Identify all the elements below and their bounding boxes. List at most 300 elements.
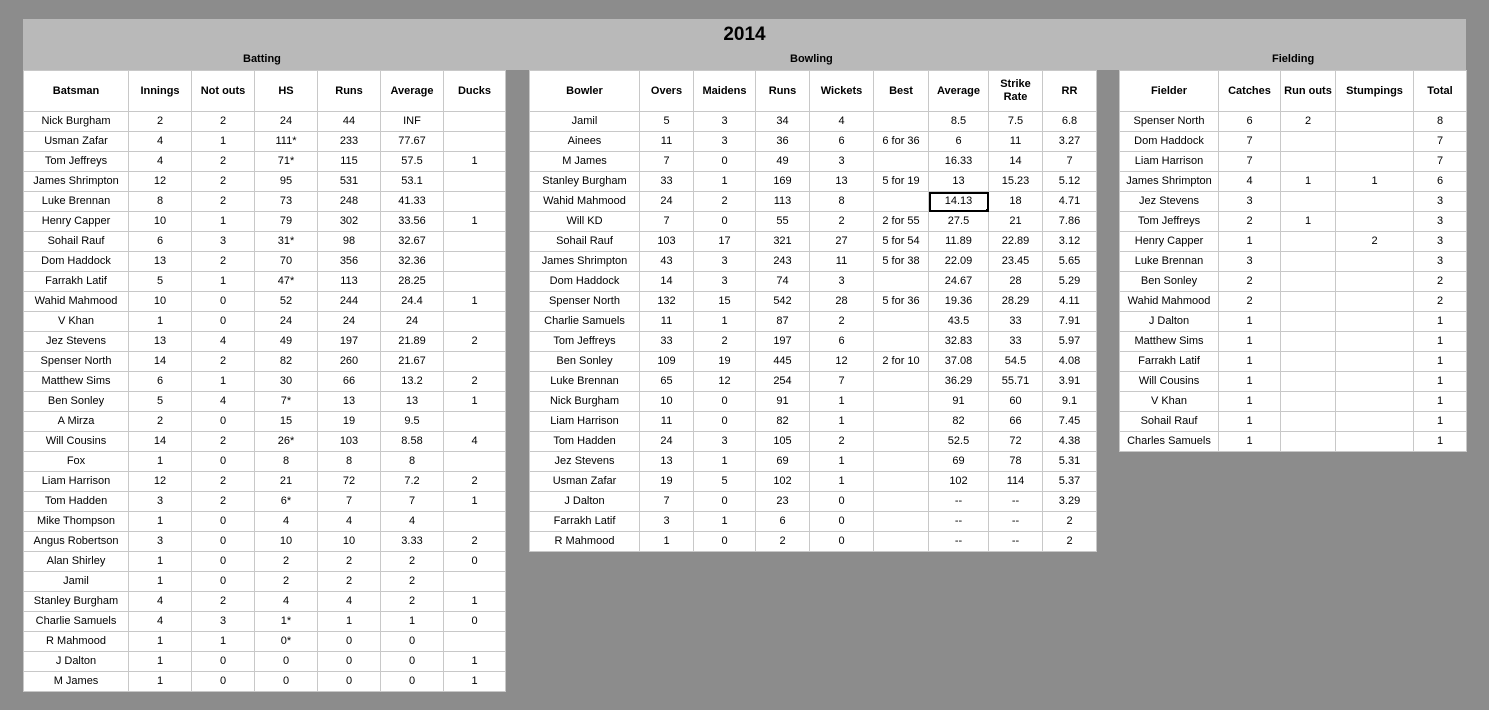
- bowling-cell[interactable]: 54.5: [989, 352, 1043, 372]
- batting-cell[interactable]: 72: [318, 472, 381, 492]
- batting-cell[interactable]: 4: [318, 592, 381, 612]
- batting-cell[interactable]: 0: [255, 652, 318, 672]
- bowling-cell[interactable]: [874, 392, 929, 412]
- batting-header-cell[interactable]: Runs: [318, 71, 381, 112]
- bowling-cell[interactable]: Farrakh Latif: [530, 512, 640, 532]
- bowling-cell[interactable]: --: [989, 512, 1043, 532]
- batting-cell[interactable]: 1: [444, 492, 506, 512]
- bowling-cell[interactable]: 3.29: [1043, 492, 1097, 512]
- bowling-cell[interactable]: 10: [640, 392, 694, 412]
- bowling-cell[interactable]: 542: [756, 292, 810, 312]
- bowling-cell[interactable]: 2: [810, 312, 874, 332]
- bowling-cell[interactable]: 2 for 55: [874, 212, 929, 232]
- batting-cell[interactable]: 32.67: [381, 232, 444, 252]
- bowling-cell[interactable]: 2: [810, 212, 874, 232]
- bowling-cell[interactable]: 4.38: [1043, 432, 1097, 452]
- bowling-cell[interactable]: [874, 332, 929, 352]
- fielding-cell[interactable]: [1336, 332, 1414, 352]
- bowling-cell[interactable]: 1: [810, 392, 874, 412]
- fielding-cell[interactable]: 1: [1219, 432, 1281, 452]
- bowling-header-cell[interactable]: Best: [874, 71, 929, 112]
- bowling-cell[interactable]: 11: [640, 412, 694, 432]
- bowling-cell[interactable]: 32.83: [929, 332, 989, 352]
- bowling-cell[interactable]: 5.29: [1043, 272, 1097, 292]
- batting-cell[interactable]: 2: [192, 152, 255, 172]
- bowling-cell[interactable]: 16.33: [929, 152, 989, 172]
- fielding-cell[interactable]: 1: [1219, 352, 1281, 372]
- bowling-cell[interactable]: 11: [640, 132, 694, 152]
- batting-cell[interactable]: 1: [381, 612, 444, 632]
- bowling-cell[interactable]: 24.67: [929, 272, 989, 292]
- batting-cell[interactable]: 6*: [255, 492, 318, 512]
- batting-cell[interactable]: [444, 272, 506, 292]
- bowling-cell[interactable]: 19.36: [929, 292, 989, 312]
- batting-cell[interactable]: Spenser North: [24, 352, 129, 372]
- bowling-cell[interactable]: 6 for 36: [874, 132, 929, 152]
- batting-cell[interactable]: 98: [318, 232, 381, 252]
- batting-cell[interactable]: Tom Hadden: [24, 492, 129, 512]
- bowling-cell[interactable]: 82: [929, 412, 989, 432]
- batting-cell[interactable]: 1: [129, 312, 192, 332]
- bowling-cell[interactable]: 43.5: [929, 312, 989, 332]
- batting-cell[interactable]: 302: [318, 212, 381, 232]
- bowling-cell[interactable]: 9.1: [1043, 392, 1097, 412]
- batting-cell[interactable]: [444, 172, 506, 192]
- batting-cell[interactable]: 2: [192, 112, 255, 132]
- bowling-cell[interactable]: 24: [640, 192, 694, 212]
- batting-cell[interactable]: [444, 132, 506, 152]
- fielding-cell[interactable]: 1: [1414, 412, 1467, 432]
- bowling-cell[interactable]: 0: [810, 512, 874, 532]
- batting-cell[interactable]: Charlie Samuels: [24, 612, 129, 632]
- bowling-cell[interactable]: 19: [694, 352, 756, 372]
- batting-cell[interactable]: 8.58: [381, 432, 444, 452]
- batting-cell[interactable]: 2: [444, 332, 506, 352]
- fielding-cell[interactable]: 7: [1414, 152, 1467, 172]
- fielding-cell[interactable]: 3: [1414, 212, 1467, 232]
- batting-cell[interactable]: 57.5: [381, 152, 444, 172]
- bowling-cell[interactable]: [874, 272, 929, 292]
- batting-cell[interactable]: 73: [255, 192, 318, 212]
- batting-cell[interactable]: 8: [129, 192, 192, 212]
- bowling-cell[interactable]: 34: [756, 112, 810, 132]
- bowling-cell[interactable]: 102: [929, 472, 989, 492]
- batting-cell[interactable]: 14: [129, 352, 192, 372]
- bowling-cell[interactable]: 7: [1043, 152, 1097, 172]
- fielding-cell[interactable]: 2: [1281, 112, 1336, 132]
- bowling-cell[interactable]: 3: [694, 132, 756, 152]
- batting-cell[interactable]: 2: [318, 572, 381, 592]
- fielding-cell[interactable]: Ben Sonley: [1120, 272, 1219, 292]
- bowling-cell[interactable]: [874, 452, 929, 472]
- batting-cell[interactable]: M James: [24, 672, 129, 692]
- batting-cell[interactable]: 2: [192, 432, 255, 452]
- bowling-cell[interactable]: 11: [810, 252, 874, 272]
- bowling-cell[interactable]: 55.71: [989, 372, 1043, 392]
- bowling-cell[interactable]: 33: [989, 312, 1043, 332]
- batting-cell[interactable]: 0: [192, 672, 255, 692]
- bowling-cell[interactable]: 33: [989, 332, 1043, 352]
- fielding-cell[interactable]: 3: [1414, 232, 1467, 252]
- batting-cell[interactable]: 2: [255, 552, 318, 572]
- batting-cell[interactable]: 24.4: [381, 292, 444, 312]
- batting-cell[interactable]: Nick Burgham: [24, 112, 129, 132]
- bowling-cell[interactable]: 1: [810, 472, 874, 492]
- fielding-cell[interactable]: 8: [1414, 112, 1467, 132]
- batting-cell[interactable]: 0: [381, 632, 444, 652]
- batting-cell[interactable]: 0: [192, 412, 255, 432]
- batting-cell[interactable]: 24: [255, 312, 318, 332]
- bowling-cell[interactable]: 1: [694, 512, 756, 532]
- batting-cell[interactable]: [444, 312, 506, 332]
- batting-cell[interactable]: 2: [192, 472, 255, 492]
- bowling-cell[interactable]: 6: [810, 132, 874, 152]
- bowling-cell[interactable]: 12: [810, 352, 874, 372]
- batting-cell[interactable]: 0: [192, 292, 255, 312]
- bowling-cell[interactable]: [874, 492, 929, 512]
- batting-cell[interactable]: 4: [444, 432, 506, 452]
- bowling-cell[interactable]: --: [989, 532, 1043, 552]
- batting-cell[interactable]: 2: [129, 412, 192, 432]
- bowling-cell[interactable]: 3.12: [1043, 232, 1097, 252]
- batting-cell[interactable]: 13: [318, 392, 381, 412]
- batting-cell[interactable]: 32.36: [381, 252, 444, 272]
- bowling-header-cell[interactable]: Overs: [640, 71, 694, 112]
- batting-cell[interactable]: 8: [255, 452, 318, 472]
- batting-cell[interactable]: 1: [444, 212, 506, 232]
- bowling-cell[interactable]: Tom Jeffreys: [530, 332, 640, 352]
- batting-cell[interactable]: 0: [192, 652, 255, 672]
- bowling-cell[interactable]: 52.5: [929, 432, 989, 452]
- bowling-cell[interactable]: 3: [810, 152, 874, 172]
- batting-cell[interactable]: James Shrimpton: [24, 172, 129, 192]
- bowling-cell[interactable]: 113: [756, 192, 810, 212]
- fielding-cell[interactable]: 7: [1414, 132, 1467, 152]
- batting-cell[interactable]: Angus Robertson: [24, 532, 129, 552]
- bowling-cell[interactable]: 1: [694, 452, 756, 472]
- fielding-cell[interactable]: [1336, 432, 1414, 452]
- fielding-cell[interactable]: V Khan: [1120, 392, 1219, 412]
- batting-cell[interactable]: 233: [318, 132, 381, 152]
- bowling-cell[interactable]: Luke Brennan: [530, 372, 640, 392]
- bowling-cell[interactable]: 7: [640, 492, 694, 512]
- batting-cell[interactable]: 356: [318, 252, 381, 272]
- bowling-cell[interactable]: 0: [810, 492, 874, 512]
- batting-cell[interactable]: 4: [129, 612, 192, 632]
- fielding-cell[interactable]: 2: [1219, 272, 1281, 292]
- bowling-cell[interactable]: 5.31: [1043, 452, 1097, 472]
- bowling-cell[interactable]: 69: [929, 452, 989, 472]
- batting-cell[interactable]: 248: [318, 192, 381, 212]
- batting-cell[interactable]: 41.33: [381, 192, 444, 212]
- batting-cell[interactable]: 4: [381, 512, 444, 532]
- bowling-cell[interactable]: 2 for 10: [874, 352, 929, 372]
- batting-cell[interactable]: 2: [129, 112, 192, 132]
- bowling-cell[interactable]: [874, 192, 929, 212]
- bowling-cell[interactable]: 1: [640, 532, 694, 552]
- bowling-cell[interactable]: 91: [929, 392, 989, 412]
- bowling-cell[interactable]: 1: [810, 452, 874, 472]
- batting-cell[interactable]: 0: [192, 512, 255, 532]
- batting-cell[interactable]: Matthew Sims: [24, 372, 129, 392]
- batting-cell[interactable]: 21: [255, 472, 318, 492]
- fielding-cell[interactable]: 1: [1219, 312, 1281, 332]
- bowling-cell[interactable]: 5.37: [1043, 472, 1097, 492]
- batting-cell[interactable]: 2: [318, 552, 381, 572]
- batting-header-cell[interactable]: HS: [255, 71, 318, 112]
- batting-cell[interactable]: 30: [255, 372, 318, 392]
- batting-cell[interactable]: 8: [318, 452, 381, 472]
- bowling-cell[interactable]: 4.71: [1043, 192, 1097, 212]
- fielding-cell[interactable]: [1281, 332, 1336, 352]
- fielding-cell[interactable]: J Dalton: [1120, 312, 1219, 332]
- batting-cell[interactable]: [444, 252, 506, 272]
- batting-cell[interactable]: 7*: [255, 392, 318, 412]
- bowling-cell[interactable]: Ben Sonley: [530, 352, 640, 372]
- fielding-cell[interactable]: 2: [1219, 292, 1281, 312]
- batting-cell[interactable]: Usman Zafar: [24, 132, 129, 152]
- bowling-cell[interactable]: 0: [694, 492, 756, 512]
- batting-cell[interactable]: 1: [444, 652, 506, 672]
- batting-cell[interactable]: Liam Harrison: [24, 472, 129, 492]
- bowling-cell[interactable]: 0: [694, 412, 756, 432]
- batting-cell[interactable]: 13: [129, 332, 192, 352]
- bowling-cell[interactable]: 22.09: [929, 252, 989, 272]
- batting-cell[interactable]: 49: [255, 332, 318, 352]
- bowling-cell[interactable]: 69: [756, 452, 810, 472]
- batting-cell[interactable]: 1: [192, 272, 255, 292]
- bowling-cell[interactable]: --: [929, 492, 989, 512]
- bowling-cell[interactable]: Spenser North: [530, 292, 640, 312]
- bowling-cell[interactable]: 3: [640, 512, 694, 532]
- bowling-cell[interactable]: 2: [694, 332, 756, 352]
- fielding-cell[interactable]: Jez Stevens: [1120, 192, 1219, 212]
- bowling-cell[interactable]: 13: [810, 172, 874, 192]
- bowling-cell[interactable]: Ainees: [530, 132, 640, 152]
- bowling-cell[interactable]: 254: [756, 372, 810, 392]
- batting-cell[interactable]: 197: [318, 332, 381, 352]
- bowling-cell[interactable]: M James: [530, 152, 640, 172]
- bowling-cell[interactable]: 87: [756, 312, 810, 332]
- bowling-cell[interactable]: 8.5: [929, 112, 989, 132]
- batting-cell[interactable]: 13.2: [381, 372, 444, 392]
- bowling-cell[interactable]: 91: [756, 392, 810, 412]
- bowling-cell[interactable]: 19: [640, 472, 694, 492]
- fielding-cell[interactable]: 6: [1414, 172, 1467, 192]
- batting-cell[interactable]: 44: [318, 112, 381, 132]
- bowling-cell[interactable]: 103: [640, 232, 694, 252]
- bowling-cell[interactable]: 28.29: [989, 292, 1043, 312]
- bowling-cell[interactable]: 28: [810, 292, 874, 312]
- bowling-cell[interactable]: 5 for 19: [874, 172, 929, 192]
- batting-cell[interactable]: 24: [255, 112, 318, 132]
- bowling-cell[interactable]: 1: [694, 172, 756, 192]
- bowling-cell[interactable]: 109: [640, 352, 694, 372]
- bowling-cell[interactable]: [874, 412, 929, 432]
- batting-cell[interactable]: 66: [318, 372, 381, 392]
- bowling-cell[interactable]: Jamil: [530, 112, 640, 132]
- batting-cell[interactable]: 10: [318, 532, 381, 552]
- batting-cell[interactable]: 2: [192, 592, 255, 612]
- batting-cell[interactable]: 1*: [255, 612, 318, 632]
- bowling-cell[interactable]: 43: [640, 252, 694, 272]
- batting-header-cell[interactable]: Batsman: [24, 71, 129, 112]
- batting-cell[interactable]: 2: [192, 352, 255, 372]
- bowling-cell[interactable]: Charlie Samuels: [530, 312, 640, 332]
- batting-cell[interactable]: 1: [129, 512, 192, 532]
- batting-cell[interactable]: 2: [444, 472, 506, 492]
- bowling-cell[interactable]: 7.45: [1043, 412, 1097, 432]
- bowling-cell[interactable]: 21: [989, 212, 1043, 232]
- bowling-cell[interactable]: Stanley Burgham: [530, 172, 640, 192]
- bowling-cell[interactable]: 23.45: [989, 252, 1043, 272]
- batting-cell[interactable]: Alan Shirley: [24, 552, 129, 572]
- bowling-cell[interactable]: 2: [1043, 532, 1097, 552]
- bowling-cell[interactable]: 2: [1043, 512, 1097, 532]
- batting-cell[interactable]: 1: [192, 632, 255, 652]
- batting-cell[interactable]: 1: [129, 652, 192, 672]
- bowling-header-cell[interactable]: Average: [929, 71, 989, 112]
- fielding-cell[interactable]: 7: [1219, 152, 1281, 172]
- batting-cell[interactable]: 7: [381, 492, 444, 512]
- fielding-header-cell[interactable]: Stumpings: [1336, 71, 1414, 112]
- fielding-cell[interactable]: 1: [1219, 332, 1281, 352]
- batting-cell[interactable]: 28.25: [381, 272, 444, 292]
- batting-cell[interactable]: 15: [255, 412, 318, 432]
- fielding-cell[interactable]: [1336, 212, 1414, 232]
- bowling-cell[interactable]: 24: [640, 432, 694, 452]
- bowling-cell[interactable]: 132: [640, 292, 694, 312]
- batting-cell[interactable]: 2: [381, 552, 444, 572]
- batting-cell[interactable]: 13: [381, 392, 444, 412]
- batting-cell[interactable]: 33.56: [381, 212, 444, 232]
- fielding-cell[interactable]: Henry Capper: [1120, 232, 1219, 252]
- fielding-cell[interactable]: 1: [1414, 432, 1467, 452]
- bowling-cell[interactable]: 445: [756, 352, 810, 372]
- bowling-cell[interactable]: 3.91: [1043, 372, 1097, 392]
- bowling-cell[interactable]: 11.89: [929, 232, 989, 252]
- batting-cell[interactable]: 4: [255, 512, 318, 532]
- batting-cell[interactable]: 1: [192, 212, 255, 232]
- bowling-cell[interactable]: 23: [756, 492, 810, 512]
- bowling-cell[interactable]: [874, 432, 929, 452]
- batting-cell[interactable]: 0: [381, 672, 444, 692]
- bowling-cell[interactable]: 82: [756, 412, 810, 432]
- bowling-cell[interactable]: 243: [756, 252, 810, 272]
- fielding-cell[interactable]: Will Cousins: [1120, 372, 1219, 392]
- batting-cell[interactable]: 82: [255, 352, 318, 372]
- fielding-cell[interactable]: [1281, 372, 1336, 392]
- fielding-cell[interactable]: [1281, 252, 1336, 272]
- batting-cell[interactable]: 0: [192, 532, 255, 552]
- batting-header-cell[interactable]: Not outs: [192, 71, 255, 112]
- fielding-cell[interactable]: James Shrimpton: [1120, 172, 1219, 192]
- bowling-cell[interactable]: Nick Burgham: [530, 392, 640, 412]
- fielding-cell[interactable]: 1: [1414, 312, 1467, 332]
- bowling-cell[interactable]: 14: [640, 272, 694, 292]
- fielding-cell[interactable]: [1336, 412, 1414, 432]
- bowling-cell[interactable]: 18: [989, 192, 1043, 212]
- bowling-cell[interactable]: 5.97: [1043, 332, 1097, 352]
- fielding-cell[interactable]: [1281, 232, 1336, 252]
- bowling-header-cell[interactable]: Bowler: [530, 71, 640, 112]
- bowling-cell[interactable]: 4.11: [1043, 292, 1097, 312]
- batting-cell[interactable]: Sohail Rauf: [24, 232, 129, 252]
- batting-header-cell[interactable]: Average: [381, 71, 444, 112]
- batting-cell[interactable]: 1: [444, 672, 506, 692]
- fielding-header-cell[interactable]: Total: [1414, 71, 1467, 112]
- bowling-cell[interactable]: 65: [640, 372, 694, 392]
- batting-cell[interactable]: Will Cousins: [24, 432, 129, 452]
- bowling-header-cell[interactable]: Strike Rate: [989, 71, 1043, 112]
- fielding-cell[interactable]: 7: [1219, 132, 1281, 152]
- bowling-cell[interactable]: Liam Harrison: [530, 412, 640, 432]
- bowling-cell[interactable]: 6: [756, 512, 810, 532]
- batting-cell[interactable]: 9.5: [381, 412, 444, 432]
- bowling-cell[interactable]: 8: [810, 192, 874, 212]
- fielding-cell[interactable]: [1336, 192, 1414, 212]
- batting-cell[interactable]: 1: [192, 372, 255, 392]
- batting-cell[interactable]: 260: [318, 352, 381, 372]
- bowling-cell[interactable]: 74: [756, 272, 810, 292]
- batting-cell[interactable]: A Mirza: [24, 412, 129, 432]
- batting-cell[interactable]: 4: [129, 592, 192, 612]
- batting-cell[interactable]: [444, 572, 506, 592]
- batting-cell[interactable]: 1: [192, 132, 255, 152]
- batting-cell[interactable]: 4: [255, 592, 318, 612]
- bowling-cell[interactable]: 105: [756, 432, 810, 452]
- bowling-cell[interactable]: --: [929, 512, 989, 532]
- bowling-cell[interactable]: 27: [810, 232, 874, 252]
- fielding-cell[interactable]: 6: [1219, 112, 1281, 132]
- fielding-cell[interactable]: [1281, 132, 1336, 152]
- batting-cell[interactable]: 0: [444, 612, 506, 632]
- batting-cell[interactable]: Ben Sonley: [24, 392, 129, 412]
- batting-cell[interactable]: [444, 632, 506, 652]
- bowling-cell[interactable]: 102: [756, 472, 810, 492]
- bowling-cell[interactable]: 11: [989, 132, 1043, 152]
- bowling-cell[interactable]: 2: [810, 432, 874, 452]
- fielding-cell[interactable]: [1281, 432, 1336, 452]
- bowling-cell[interactable]: 55: [756, 212, 810, 232]
- bowling-cell[interactable]: 6.8: [1043, 112, 1097, 132]
- bowling-cell[interactable]: 0: [694, 532, 756, 552]
- fielding-cell[interactable]: [1281, 392, 1336, 412]
- bowling-cell[interactable]: 169: [756, 172, 810, 192]
- bowling-cell[interactable]: 28: [989, 272, 1043, 292]
- bowling-cell[interactable]: [874, 472, 929, 492]
- fielding-cell[interactable]: [1336, 312, 1414, 332]
- bowling-cell[interactable]: [874, 152, 929, 172]
- bowling-cell[interactable]: 7: [640, 152, 694, 172]
- batting-cell[interactable]: Jamil: [24, 572, 129, 592]
- batting-cell[interactable]: J Dalton: [24, 652, 129, 672]
- fielding-cell[interactable]: [1281, 292, 1336, 312]
- bowling-cell[interactable]: 72: [989, 432, 1043, 452]
- batting-cell[interactable]: 4: [129, 132, 192, 152]
- fielding-cell[interactable]: 1: [1219, 392, 1281, 412]
- bowling-cell[interactable]: [874, 372, 929, 392]
- batting-cell[interactable]: INF: [381, 112, 444, 132]
- batting-cell[interactable]: 71*: [255, 152, 318, 172]
- batting-cell[interactable]: 24: [381, 312, 444, 332]
- fielding-cell[interactable]: 3: [1219, 252, 1281, 272]
- bowling-cell[interactable]: 78: [989, 452, 1043, 472]
- fielding-cell[interactable]: 2: [1219, 212, 1281, 232]
- batting-cell[interactable]: 0: [318, 652, 381, 672]
- bowling-cell[interactable]: Will KD: [530, 212, 640, 232]
- batting-cell[interactable]: 5: [129, 392, 192, 412]
